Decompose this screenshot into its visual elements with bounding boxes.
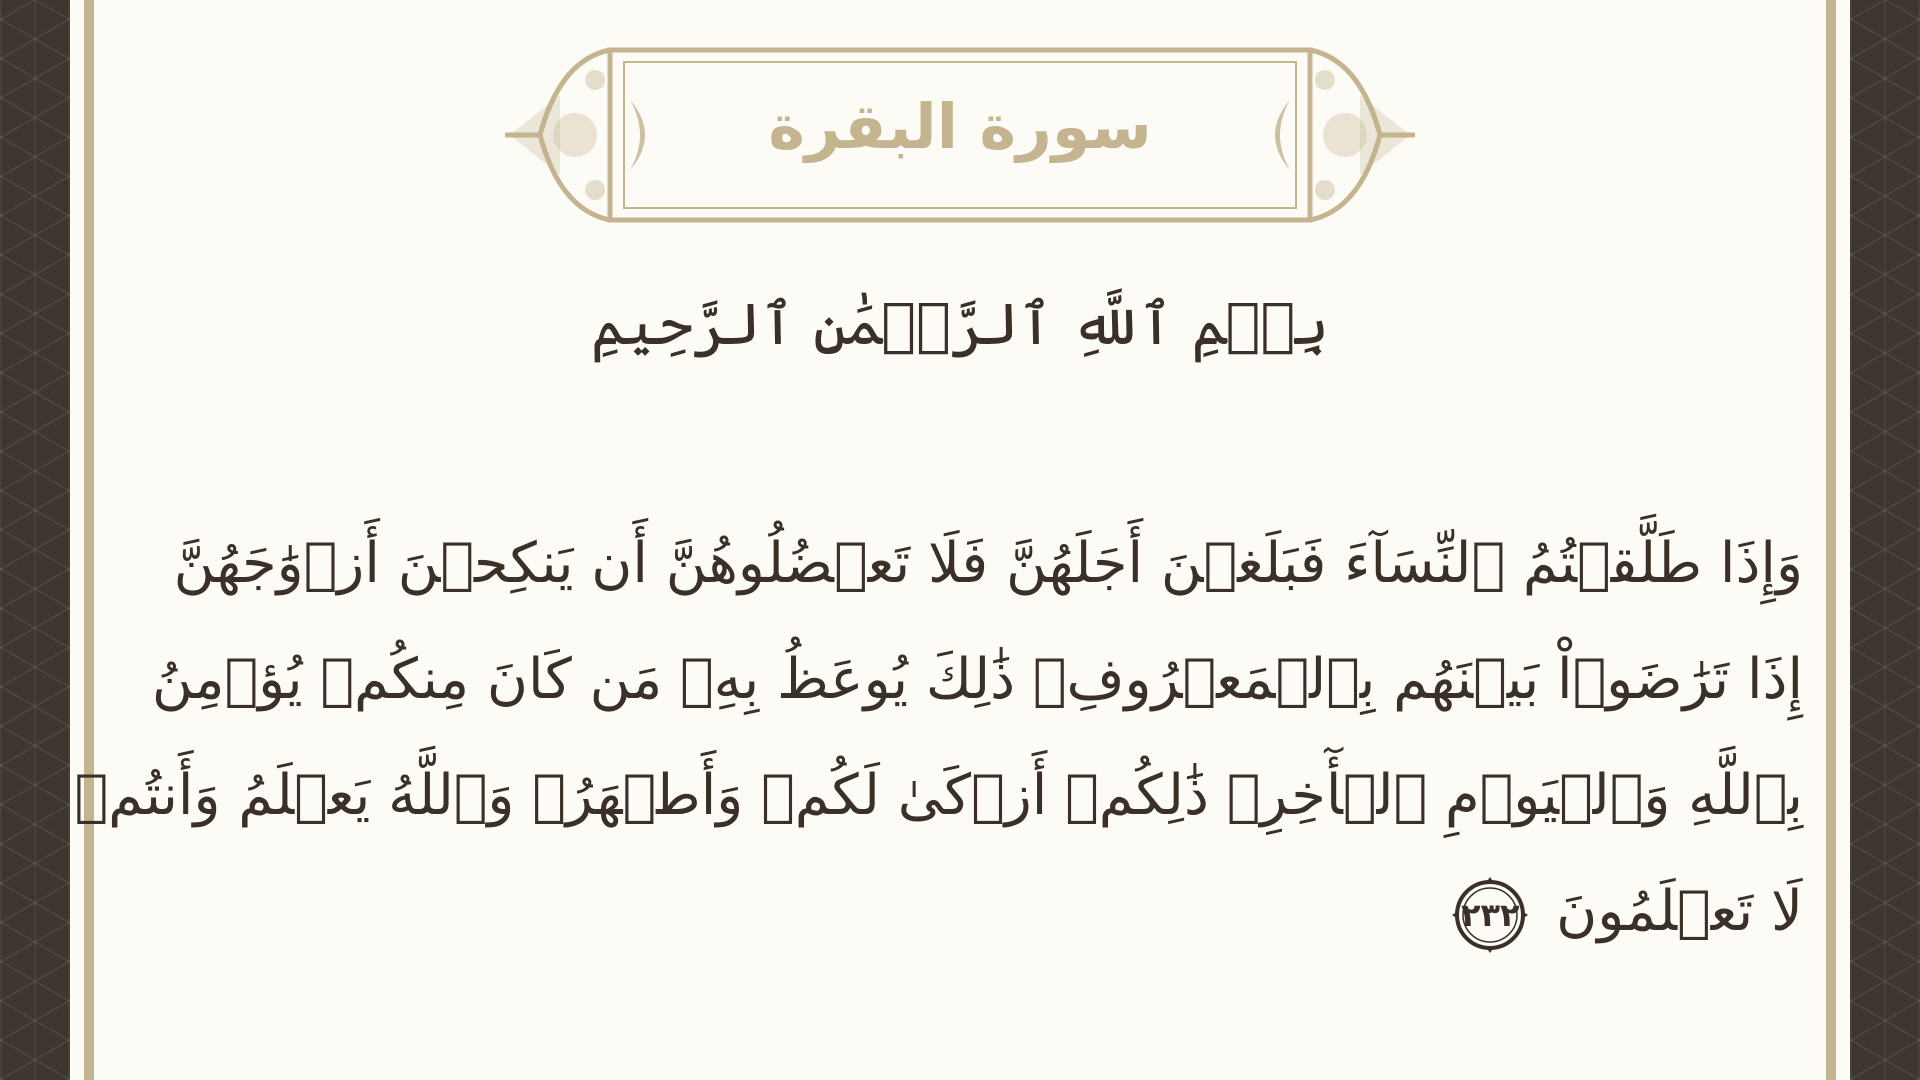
right-gold-rule: [1826, 0, 1836, 1080]
verse-line-2: إِذَا تَرَٰضَوۡاْ بَيۡنَهُم بِٱلۡمَعۡرُوفِۗ ذَٰلِكَ يُوعَظُ بِهِۦ مَن كَانَ مِنكُمۡ يُؤۡمِنُ: [151, 647, 1803, 712]
ayah-number: ٢٣٢: [1460, 895, 1520, 934]
verse-line-1: وَإِذَا طَلَّقۡتُمُ ٱلنِّسَآءَ فَبَلَغۡنَ أَجَلَهُنَّ فَلَا تَعۡضُلُوهُنَّ أَن يَنكِحۡنَ أَزۡوَٰجَهُنَّ: [173, 531, 1803, 596]
verse-text-block: [74, 506, 1803, 970]
surah-title: سورة البقرة: [768, 90, 1152, 163]
right-decorative-border: [1850, 0, 1920, 1080]
verse-line-3: بِٱللَّهِ وَٱلۡيَوۡمِ ٱلۡأٓخِرِۗ ذَٰلِكُمۡ أَزۡكَىٰ لَكُمۡ وَأَطۡهَرُۗ وَٱللَّهُ يَعۡلَمُ وَأَنتُمۡ: [74, 763, 1803, 828]
ayah-number-marker: [1450, 875, 1530, 955]
mushaf-page: [74, 0, 1826, 1080]
verse-line-4: [225, 854, 1803, 970]
left-decorative-border: [0, 0, 70, 1080]
left-gold-rule: [84, 0, 94, 1080]
basmala: بِسۡمِ ٱللَّهِ ٱلرَّحۡمَٰنِ ٱلرَّحِيمِ: [590, 290, 1330, 358]
surah-header-frame: [500, 40, 1420, 230]
verse-line-4-text: لَا تَعۡلَمُونَ: [1556, 879, 1803, 944]
